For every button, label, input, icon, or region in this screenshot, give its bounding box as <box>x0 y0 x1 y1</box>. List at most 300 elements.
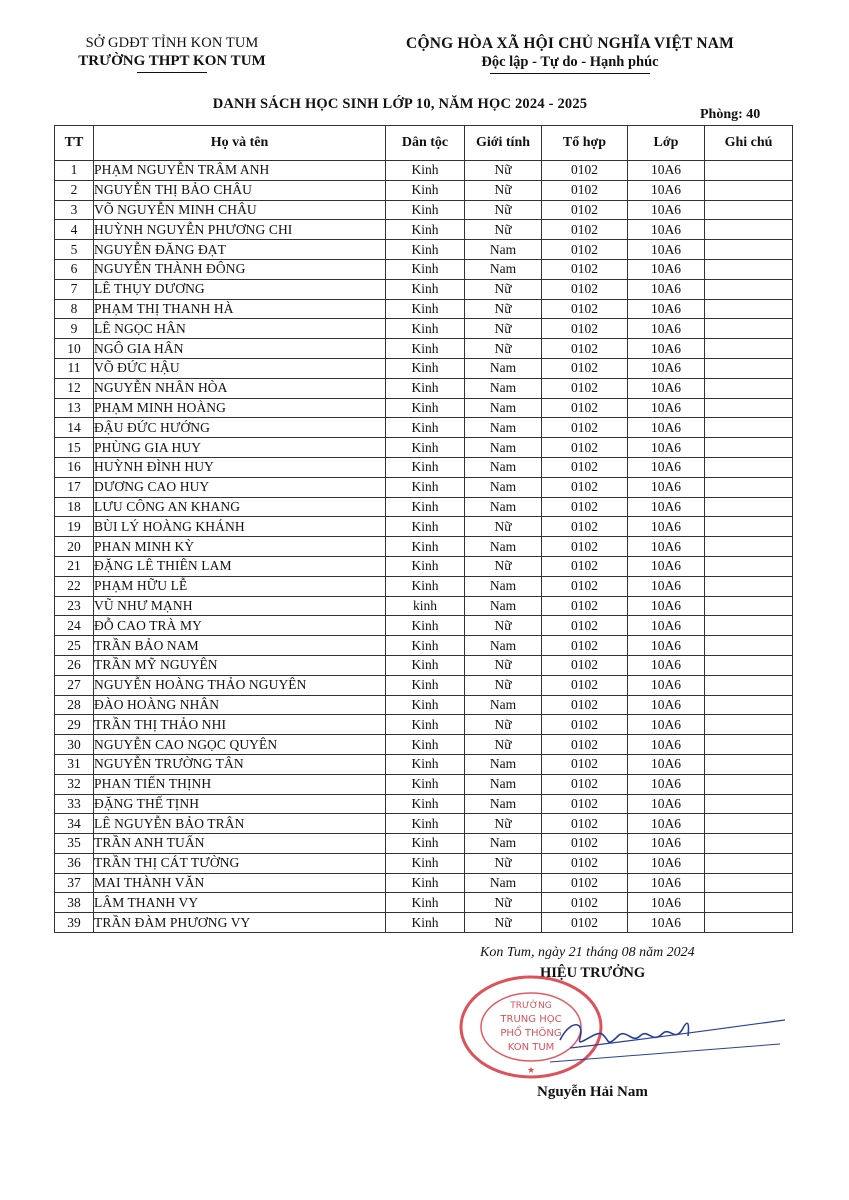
student-gender: Nam <box>465 537 542 557</box>
student-class: 10A6 <box>628 180 705 200</box>
student-name: BÙI LÝ HOÀNG KHÁNH <box>94 517 386 537</box>
svg-text:★: ★ <box>526 1066 536 1076</box>
student-name: LÊ NGỌC HÂN <box>94 319 386 339</box>
table-row <box>55 240 793 260</box>
student-gender: Nam <box>465 636 542 656</box>
student-rows <box>55 161 793 933</box>
student-ethnicity: Kinh <box>386 893 465 913</box>
student-name: ĐỖ CAO TRÀ MY <box>94 616 386 636</box>
student-index: 21 <box>55 556 94 576</box>
student-class: 10A6 <box>628 537 705 557</box>
student-combination: 0102 <box>542 319 628 339</box>
student-name: VÕ NGUYỄN MINH CHÂU <box>94 200 386 220</box>
student-index: 39 <box>55 913 94 933</box>
student-gender: Nữ <box>465 853 542 873</box>
student-index: 11 <box>55 358 94 378</box>
student-gender: Nam <box>465 576 542 596</box>
student-ethnicity: Kinh <box>386 319 465 339</box>
student-ethnicity: Kinh <box>386 200 465 220</box>
student-note <box>705 794 793 814</box>
student-ethnicity: Kinh <box>386 655 465 675</box>
student-note <box>705 774 793 794</box>
table-row <box>55 893 793 913</box>
student-class: 10A6 <box>628 616 705 636</box>
table-header-row <box>55 126 793 161</box>
student-note <box>705 893 793 913</box>
col-header-ethnicity: Dân tộc <box>386 126 465 161</box>
student-note <box>705 853 793 873</box>
table-row <box>55 418 793 438</box>
student-ethnicity: Kinh <box>386 715 465 735</box>
student-gender: Nam <box>465 418 542 438</box>
student-index: 30 <box>55 735 94 755</box>
student-ethnicity: Kinh <box>386 537 465 557</box>
student-combination: 0102 <box>542 398 628 418</box>
student-gender: Nam <box>465 695 542 715</box>
student-class: 10A6 <box>628 319 705 339</box>
student-note <box>705 655 793 675</box>
student-class: 10A6 <box>628 596 705 616</box>
student-ethnicity: Kinh <box>386 913 465 933</box>
student-gender: Nam <box>465 240 542 260</box>
student-index: 37 <box>55 873 94 893</box>
student-combination: 0102 <box>542 873 628 893</box>
student-class: 10A6 <box>628 378 705 398</box>
school-name: TRƯỜNG THPT KON TUM <box>78 53 266 69</box>
student-combination: 0102 <box>542 675 628 695</box>
date-line: Kon Tum, ngày 21 tháng 08 năm 2024 <box>480 945 695 960</box>
student-name: LÂM THANH VY <box>94 893 386 913</box>
student-index: 14 <box>55 418 94 438</box>
student-ethnicity: Kinh <box>386 834 465 854</box>
student-note <box>705 378 793 398</box>
student-note <box>705 438 793 458</box>
student-note <box>705 299 793 319</box>
table-row <box>55 794 793 814</box>
student-gender: Nữ <box>465 299 542 319</box>
student-name: PHẠM HỮU LỄ <box>94 576 386 596</box>
student-combination: 0102 <box>542 299 628 319</box>
national-motto: Độc lập - Tự do - Hạnh phúc <box>481 54 659 70</box>
student-index: 28 <box>55 695 94 715</box>
student-class: 10A6 <box>628 695 705 715</box>
student-gender: Nữ <box>465 616 542 636</box>
table-row <box>55 339 793 359</box>
table-row <box>55 814 793 834</box>
student-combination: 0102 <box>542 735 628 755</box>
student-index: 9 <box>55 319 94 339</box>
student-gender: Nữ <box>465 556 542 576</box>
student-name: NGUYỄN CAO NGỌC QUYÊN <box>94 735 386 755</box>
student-ethnicity: Kinh <box>386 873 465 893</box>
student-gender: Nam <box>465 873 542 893</box>
student-combination: 0102 <box>542 853 628 873</box>
student-class: 10A6 <box>628 754 705 774</box>
student-combination: 0102 <box>542 913 628 933</box>
student-class: 10A6 <box>628 418 705 438</box>
student-note <box>705 834 793 854</box>
table-row <box>55 299 793 319</box>
student-note <box>705 913 793 933</box>
student-combination: 0102 <box>542 695 628 715</box>
table-row <box>55 180 793 200</box>
student-class: 10A6 <box>628 675 705 695</box>
table-row <box>55 576 793 596</box>
student-combination: 0102 <box>542 893 628 913</box>
student-gender: Nữ <box>465 161 542 181</box>
student-name: NGUYỄN HOÀNG THẢO NGUYÊN <box>94 675 386 695</box>
student-index: 29 <box>55 715 94 735</box>
student-ethnicity: Kinh <box>386 853 465 873</box>
table-row <box>55 873 793 893</box>
student-name: PHAN TIẾN THỊNH <box>94 774 386 794</box>
student-combination: 0102 <box>542 220 628 240</box>
student-ethnicity: Kinh <box>386 636 465 656</box>
student-note <box>705 200 793 220</box>
student-class: 10A6 <box>628 853 705 873</box>
student-name: NGUYỄN TRƯỜNG TÂN <box>94 754 386 774</box>
student-gender: Nam <box>465 457 542 477</box>
student-gender: Nữ <box>465 655 542 675</box>
student-ethnicity: Kinh <box>386 794 465 814</box>
student-index: 12 <box>55 378 94 398</box>
student-class: 10A6 <box>628 457 705 477</box>
table-row <box>55 913 793 933</box>
student-class: 10A6 <box>628 200 705 220</box>
student-combination: 0102 <box>542 794 628 814</box>
student-gender: Nữ <box>465 517 542 537</box>
student-combination: 0102 <box>542 774 628 794</box>
student-ethnicity: Kinh <box>386 814 465 834</box>
student-note <box>705 596 793 616</box>
student-gender: Nữ <box>465 814 542 834</box>
student-name: NGUYỄN NHÂN HÒA <box>94 378 386 398</box>
student-index: 6 <box>55 259 94 279</box>
student-name: HUỲNH NGUYỄN PHƯƠNG CHI <box>94 220 386 240</box>
student-gender: Nam <box>465 259 542 279</box>
student-class: 10A6 <box>628 497 705 517</box>
document-title: DANH SÁCH HỌC SINH LỚP 10, NĂM HỌC 2024 - 2025 <box>212 96 588 112</box>
student-ethnicity: Kinh <box>386 438 465 458</box>
table-row <box>55 517 793 537</box>
student-combination: 0102 <box>542 418 628 438</box>
student-gender: Nữ <box>465 180 542 200</box>
table-row <box>55 636 793 656</box>
table-row <box>55 774 793 794</box>
student-note <box>705 319 793 339</box>
student-note <box>705 873 793 893</box>
student-note <box>705 259 793 279</box>
student-note <box>705 339 793 359</box>
student-ethnicity: Kinh <box>386 616 465 636</box>
student-combination: 0102 <box>542 834 628 854</box>
student-ethnicity: Kinh <box>386 497 465 517</box>
student-class: 10A6 <box>628 636 705 656</box>
student-note <box>705 636 793 656</box>
student-name: PHẠM THỊ THANH HÀ <box>94 299 386 319</box>
student-note <box>705 220 793 240</box>
signer-name: Nguyễn Hải Nam <box>537 1084 648 1100</box>
student-class: 10A6 <box>628 834 705 854</box>
student-note <box>705 735 793 755</box>
table-row <box>55 457 793 477</box>
table-row <box>55 754 793 774</box>
student-combination: 0102 <box>542 715 628 735</box>
student-class: 10A6 <box>628 774 705 794</box>
student-gender: Nam <box>465 596 542 616</box>
principal-signature <box>540 1000 790 1070</box>
student-note <box>705 695 793 715</box>
student-index: 15 <box>55 438 94 458</box>
student-name: PHẠM MINH HOÀNG <box>94 398 386 418</box>
student-ethnicity: Kinh <box>386 418 465 438</box>
table-row <box>55 220 793 240</box>
student-class: 10A6 <box>628 794 705 814</box>
table-row <box>55 161 793 181</box>
student-ethnicity: Kinh <box>386 358 465 378</box>
student-index: 36 <box>55 853 94 873</box>
table-row <box>55 438 793 458</box>
student-class: 10A6 <box>628 715 705 735</box>
student-note <box>705 279 793 299</box>
student-name: MAI THÀNH VĂN <box>94 873 386 893</box>
student-ethnicity: Kinh <box>386 675 465 695</box>
student-gender: Nữ <box>465 715 542 735</box>
student-ethnicity: Kinh <box>386 180 465 200</box>
student-index: 31 <box>55 754 94 774</box>
student-note <box>705 358 793 378</box>
table-row <box>55 358 793 378</box>
student-gender: Nữ <box>465 200 542 220</box>
student-class: 10A6 <box>628 438 705 458</box>
student-index: 24 <box>55 616 94 636</box>
student-index: 20 <box>55 537 94 557</box>
student-gender: Nam <box>465 774 542 794</box>
motto-underline <box>490 73 650 74</box>
student-gender: Nam <box>465 398 542 418</box>
student-class: 10A6 <box>628 398 705 418</box>
svg-text:TRƯỜNG: TRƯỜNG <box>510 1001 552 1011</box>
table-row <box>55 259 793 279</box>
student-class: 10A6 <box>628 735 705 755</box>
table-row <box>55 695 793 715</box>
student-ethnicity: Kinh <box>386 161 465 181</box>
student-class: 10A6 <box>628 556 705 576</box>
student-ethnicity: Kinh <box>386 457 465 477</box>
student-name: NGUYỄN THỊ BẢO CHÂU <box>94 180 386 200</box>
student-class: 10A6 <box>628 893 705 913</box>
student-note <box>705 675 793 695</box>
student-note <box>705 556 793 576</box>
table-row <box>55 398 793 418</box>
student-index: 10 <box>55 339 94 359</box>
col-header-tt: TT <box>55 126 94 161</box>
nation-name: CỘNG HÒA XÃ HỘI CHỦ NGHĨA VIỆT NAM <box>406 35 734 52</box>
student-index: 3 <box>55 200 94 220</box>
student-index: 26 <box>55 655 94 675</box>
student-combination: 0102 <box>542 339 628 359</box>
table-row <box>55 675 793 695</box>
student-name: NGUYỄN ĐĂNG ĐẠT <box>94 240 386 260</box>
table-row <box>55 537 793 557</box>
student-combination: 0102 <box>542 556 628 576</box>
student-class: 10A6 <box>628 517 705 537</box>
student-note <box>705 418 793 438</box>
student-index: 35 <box>55 834 94 854</box>
room-number: Phòng: 40 <box>700 107 761 122</box>
student-index: 34 <box>55 814 94 834</box>
table-row <box>55 596 793 616</box>
student-name: PHAN MINH KỲ <box>94 537 386 557</box>
student-index: 23 <box>55 596 94 616</box>
student-gender: Nữ <box>465 279 542 299</box>
col-header-note: Ghi chú <box>705 126 793 161</box>
student-gender: Nữ <box>465 893 542 913</box>
student-ethnicity: Kinh <box>386 259 465 279</box>
student-name: ĐẬU ĐỨC HƯỚNG <box>94 418 386 438</box>
student-name: PHÙNG GIA HUY <box>94 438 386 458</box>
col-header-name: Họ và tên <box>94 126 386 161</box>
student-combination: 0102 <box>542 636 628 656</box>
student-name: TRẦN ANH TUẤN <box>94 834 386 854</box>
student-class: 10A6 <box>628 576 705 596</box>
student-class: 10A6 <box>628 477 705 497</box>
student-index: 33 <box>55 794 94 814</box>
table-row <box>55 279 793 299</box>
student-name: LƯU CÔNG AN KHANG <box>94 497 386 517</box>
table-row <box>55 715 793 735</box>
student-ethnicity: kinh <box>386 596 465 616</box>
student-note <box>705 517 793 537</box>
student-ethnicity: Kinh <box>386 220 465 240</box>
student-note <box>705 715 793 735</box>
student-combination: 0102 <box>542 161 628 181</box>
student-combination: 0102 <box>542 655 628 675</box>
student-note <box>705 457 793 477</box>
student-name: VŨ NHƯ MẠNH <box>94 596 386 616</box>
student-gender: Nữ <box>465 675 542 695</box>
student-class: 10A6 <box>628 873 705 893</box>
student-note <box>705 576 793 596</box>
student-combination: 0102 <box>542 259 628 279</box>
student-gender: Nữ <box>465 913 542 933</box>
student-index: 16 <box>55 457 94 477</box>
student-ethnicity: Kinh <box>386 378 465 398</box>
student-index: 7 <box>55 279 94 299</box>
student-ethnicity: Kinh <box>386 754 465 774</box>
student-name: VÕ ĐỨC HẬU <box>94 358 386 378</box>
student-name: ĐẶNG LÊ THIÊN LAM <box>94 556 386 576</box>
student-ethnicity: Kinh <box>386 279 465 299</box>
table-row <box>55 556 793 576</box>
student-combination: 0102 <box>542 358 628 378</box>
student-ethnicity: Kinh <box>386 339 465 359</box>
student-gender: Nữ <box>465 220 542 240</box>
student-class: 10A6 <box>628 161 705 181</box>
student-class: 10A6 <box>628 259 705 279</box>
student-name: TRẦN THỊ CÁT TƯỜNG <box>94 853 386 873</box>
svg-text:TRUNG HỌC: TRUNG HỌC <box>500 1014 562 1025</box>
student-name: TRẦN ĐÀM PHƯƠNG VY <box>94 913 386 933</box>
student-table <box>54 125 793 933</box>
student-combination: 0102 <box>542 754 628 774</box>
student-ethnicity: Kinh <box>386 517 465 537</box>
student-combination: 0102 <box>542 576 628 596</box>
student-note <box>705 180 793 200</box>
table-row <box>55 200 793 220</box>
student-note <box>705 754 793 774</box>
student-combination: 0102 <box>542 537 628 557</box>
student-class: 10A6 <box>628 220 705 240</box>
col-header-combination: Tổ hợp <box>542 126 628 161</box>
student-combination: 0102 <box>542 378 628 398</box>
student-note <box>705 398 793 418</box>
student-ethnicity: Kinh <box>386 695 465 715</box>
student-index: 1 <box>55 161 94 181</box>
student-index: 13 <box>55 398 94 418</box>
table-row <box>55 853 793 873</box>
student-combination: 0102 <box>542 200 628 220</box>
student-class: 10A6 <box>628 299 705 319</box>
student-index: 32 <box>55 774 94 794</box>
student-combination: 0102 <box>542 616 628 636</box>
student-class: 10A6 <box>628 358 705 378</box>
national-header <box>330 35 810 74</box>
student-ethnicity: Kinh <box>386 576 465 596</box>
student-name: LÊ NGUYỄN BẢO TRÂN <box>94 814 386 834</box>
student-combination: 0102 <box>542 814 628 834</box>
student-name: TRẦN MỸ NGUYÊN <box>94 655 386 675</box>
student-class: 10A6 <box>628 279 705 299</box>
table-row <box>55 319 793 339</box>
student-class: 10A6 <box>628 339 705 359</box>
table-row <box>55 834 793 854</box>
student-name: TRẦN THỊ THẢO NHI <box>94 715 386 735</box>
student-ethnicity: Kinh <box>386 240 465 260</box>
student-name: DƯƠNG CAO HUY <box>94 477 386 497</box>
student-gender: Nam <box>465 794 542 814</box>
student-index: 22 <box>55 576 94 596</box>
student-class: 10A6 <box>628 240 705 260</box>
student-name: ĐÀO HOÀNG NHÂN <box>94 695 386 715</box>
student-name: NGUYỄN THÀNH ĐÔNG <box>94 259 386 279</box>
student-index: 18 <box>55 497 94 517</box>
student-note <box>705 161 793 181</box>
student-note <box>705 814 793 834</box>
issuer-block <box>42 35 302 73</box>
student-note <box>705 537 793 557</box>
student-combination: 0102 <box>542 596 628 616</box>
student-ethnicity: Kinh <box>386 299 465 319</box>
student-note <box>705 477 793 497</box>
student-ethnicity: Kinh <box>386 774 465 794</box>
student-gender: Nam <box>465 358 542 378</box>
student-note <box>705 240 793 260</box>
student-combination: 0102 <box>542 438 628 458</box>
student-note <box>705 497 793 517</box>
student-name: PHẠM NGUYỄN TRÂM ANH <box>94 161 386 181</box>
table-row <box>55 477 793 497</box>
table-row <box>55 616 793 636</box>
student-index: 17 <box>55 477 94 497</box>
principal-title: HIỆU TRƯỞNG <box>540 965 646 981</box>
student-combination: 0102 <box>542 497 628 517</box>
student-gender: Nữ <box>465 339 542 359</box>
table-row <box>55 735 793 755</box>
student-combination: 0102 <box>542 240 628 260</box>
student-gender: Nam <box>465 438 542 458</box>
student-class: 10A6 <box>628 814 705 834</box>
